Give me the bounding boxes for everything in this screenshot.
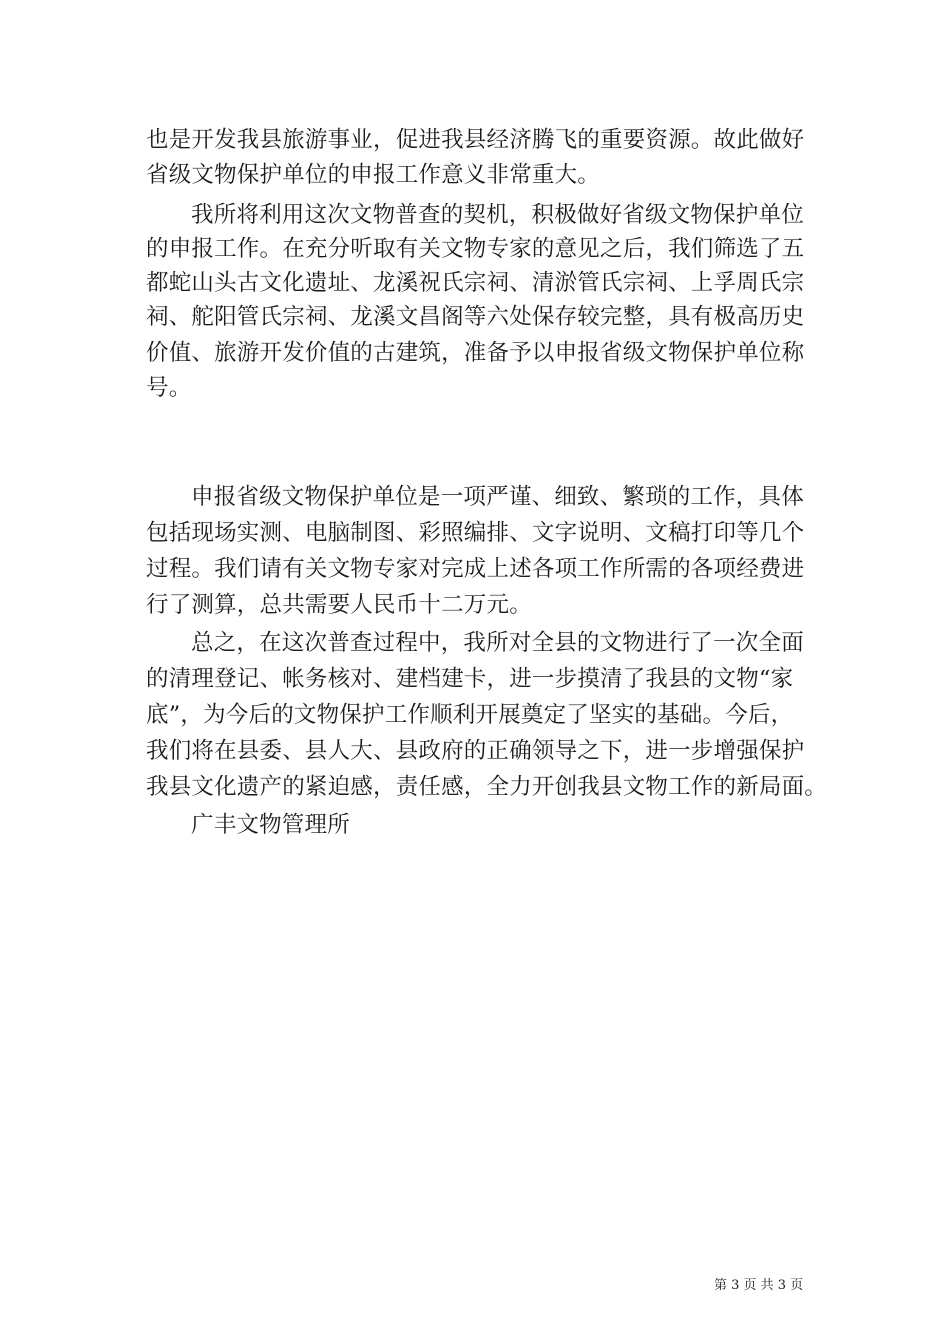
paragraph-line: 过程。我们请有关文物专家对完成上述各项工作所需的各项经费进 <box>146 556 805 582</box>
paragraph-line: 我县文化遗产的紧迫感，责任感，全力开创我县文物工作的新局面。 <box>146 774 828 800</box>
paragraph-line: 都蛇山头古文化遗址、龙溪祝氏宗祠、清淤管氏宗祠、上孚周氏宗 <box>146 270 805 296</box>
paragraph-line: 我们将在县委、县人大、县政府的正确领导之下，进一步增强保护 <box>146 738 805 764</box>
paragraph-line: 底”，为今后的文物保护工作顺利开展奠定了坚实的基础。今后， <box>146 702 794 728</box>
paragraph-line: 申报省级文物保护单位是一项严谨、细致、繁琐的工作，具体 <box>191 484 804 510</box>
paragraph-line: 的清理登记、帐务核对、建档建卡，进一步摸清了我县的文物“家 <box>146 666 794 692</box>
paragraph-line: 价值、旅游开发价值的古建筑，准备予以申报省级文物保护单位称 <box>146 340 805 366</box>
paragraph-line: 也是开发我县旅游事业，促进我县经济腾飞的重要资源。故此做好 <box>146 127 805 153</box>
paragraph-line: 总之，在这次普查过程中，我所对全县的文物进行了一次全面 <box>191 630 804 656</box>
paragraph-line: 省级文物保护单位的申报工作意义非常重大。 <box>146 162 601 188</box>
paragraph-line: 祠、舵阳管氏宗祠、龙溪文昌阁等六处保存较完整，具有极高历史 <box>146 304 805 330</box>
paragraph-line: 包括现场实测、电脑制图、彩照编排、文字说明、文稿打印等几个 <box>146 520 805 546</box>
signature: 广丰文物管理所 <box>191 812 350 838</box>
paragraph-line: 的申报工作。在充分听取有关文物专家的意见之后，我们筛选了五 <box>146 236 805 262</box>
paragraph-line: 行了测算，总共需要人民币十二万元。 <box>146 592 532 618</box>
paragraph-line: 我所将利用这次文物普查的契机，积极做好省级文物保护单位 <box>191 202 804 228</box>
paragraph-line: 号。 <box>146 375 192 401</box>
page-number: 第 3 页 共 3 页 <box>714 1278 804 1293</box>
